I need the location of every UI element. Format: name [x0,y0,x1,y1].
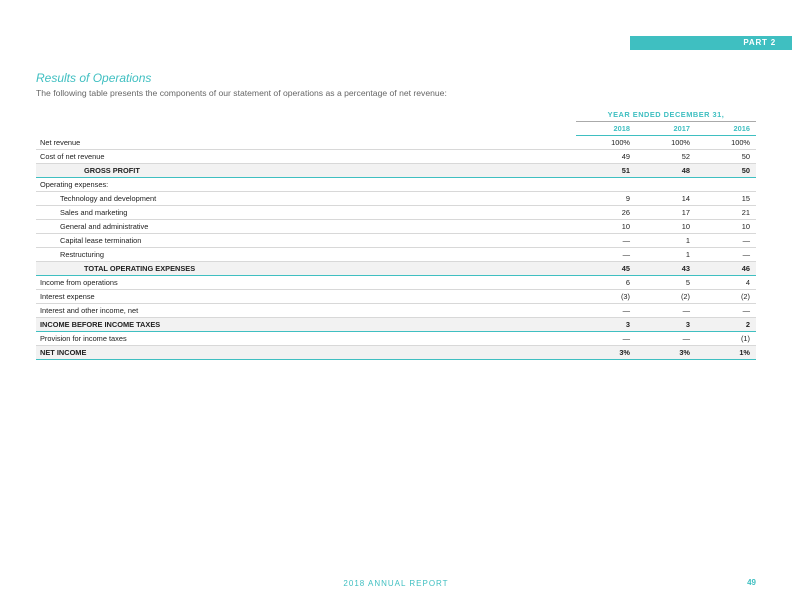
period-header: YEAR ENDED DECEMBER 31, [576,107,756,122]
row-value: 3% [636,346,696,360]
row-value: 15 [696,192,756,206]
row-value: 1% [696,346,756,360]
row-value: 100% [696,136,756,150]
row-value [636,178,696,192]
part-label: PART 2 [630,36,792,50]
table-row-net-income [36,346,756,360]
row-value: 43 [636,262,696,276]
row-label: General and administrative [36,220,576,234]
row-label: NET INCOME [36,346,576,360]
row-value: 3 [576,318,636,332]
row-value: 10 [576,220,636,234]
row-value [576,178,636,192]
row-value: 5 [636,276,696,290]
row-value: 100% [636,136,696,150]
year-header: 2017 [636,122,696,136]
row-value: (3) [576,290,636,304]
row-value: 10 [696,220,756,234]
row-value: 50 [696,164,756,178]
table-row [36,206,756,220]
row-value: 100% [576,136,636,150]
row-value: 48 [636,164,696,178]
row-value: 50 [696,150,756,164]
year-header: 2018 [576,122,636,136]
row-label: Restructuring [36,248,576,262]
table-row [36,136,756,150]
row-value: — [636,332,696,346]
table-row [36,332,756,346]
table-row-total [36,318,756,332]
row-value: — [696,248,756,262]
row-value: 51 [576,164,636,178]
row-value: 52 [636,150,696,164]
row-label: INCOME BEFORE INCOME TAXES [36,318,576,332]
row-value: 45 [576,262,636,276]
row-value: 4 [696,276,756,290]
row-value: (2) [636,290,696,304]
row-value: — [636,304,696,318]
year-header: 2016 [696,122,756,136]
row-value: 3% [576,346,636,360]
row-value: (2) [696,290,756,304]
row-value: (1) [696,332,756,346]
row-value: 1 [636,248,696,262]
row-value: — [576,332,636,346]
table-row [36,248,756,262]
row-value: — [696,234,756,248]
row-value: 1 [636,234,696,248]
row-value: 14 [636,192,696,206]
row-value: 3 [636,318,696,332]
row-value: — [576,304,636,318]
section-title: Results of Operations [36,71,152,85]
operations-table [36,107,756,360]
footer-report-title: 2018 ANNUAL REPORT [343,579,449,588]
row-value [696,178,756,192]
header-spacer [36,107,576,122]
row-value: 6 [576,276,636,290]
row-label: Cost of net revenue [36,150,576,164]
row-label: TOTAL OPERATING EXPENSES [36,262,576,276]
row-value: 17 [636,206,696,220]
table-row [36,220,756,234]
header-spacer [36,122,576,136]
row-value: 26 [576,206,636,220]
row-value: 2 [696,318,756,332]
row-value: — [576,234,636,248]
row-label: GROSS PROFIT [36,164,576,178]
table-row-total [36,164,756,178]
row-label: Interest expense [36,290,576,304]
table-row [36,234,756,248]
table-period-header-row [36,107,756,122]
row-label: Technology and development [36,192,576,206]
row-value: 46 [696,262,756,276]
table-year-header-row [36,122,756,136]
row-value: — [696,304,756,318]
row-label: Operating expenses: [36,178,576,192]
row-label: Capital lease termination [36,234,576,248]
row-value: 9 [576,192,636,206]
table-row [36,304,756,318]
table-row [36,290,756,304]
table-row [36,150,756,164]
table-row [36,178,756,192]
table-row [36,276,756,290]
table-row-total [36,262,756,276]
row-label: Provision for income taxes [36,332,576,346]
row-label: Sales and marketing [36,206,576,220]
row-value: 10 [636,220,696,234]
row-label: Interest and other income, net [36,304,576,318]
row-value: 49 [576,150,636,164]
row-value: 21 [696,206,756,220]
table-row [36,192,756,206]
row-label: Income from operations [36,276,576,290]
row-value: — [576,248,636,262]
page-number: 49 [747,578,756,587]
row-label: Net revenue [36,136,576,150]
intro-text: The following table presents the components of our statement of operations as a percentage of net revenue: [36,88,447,98]
